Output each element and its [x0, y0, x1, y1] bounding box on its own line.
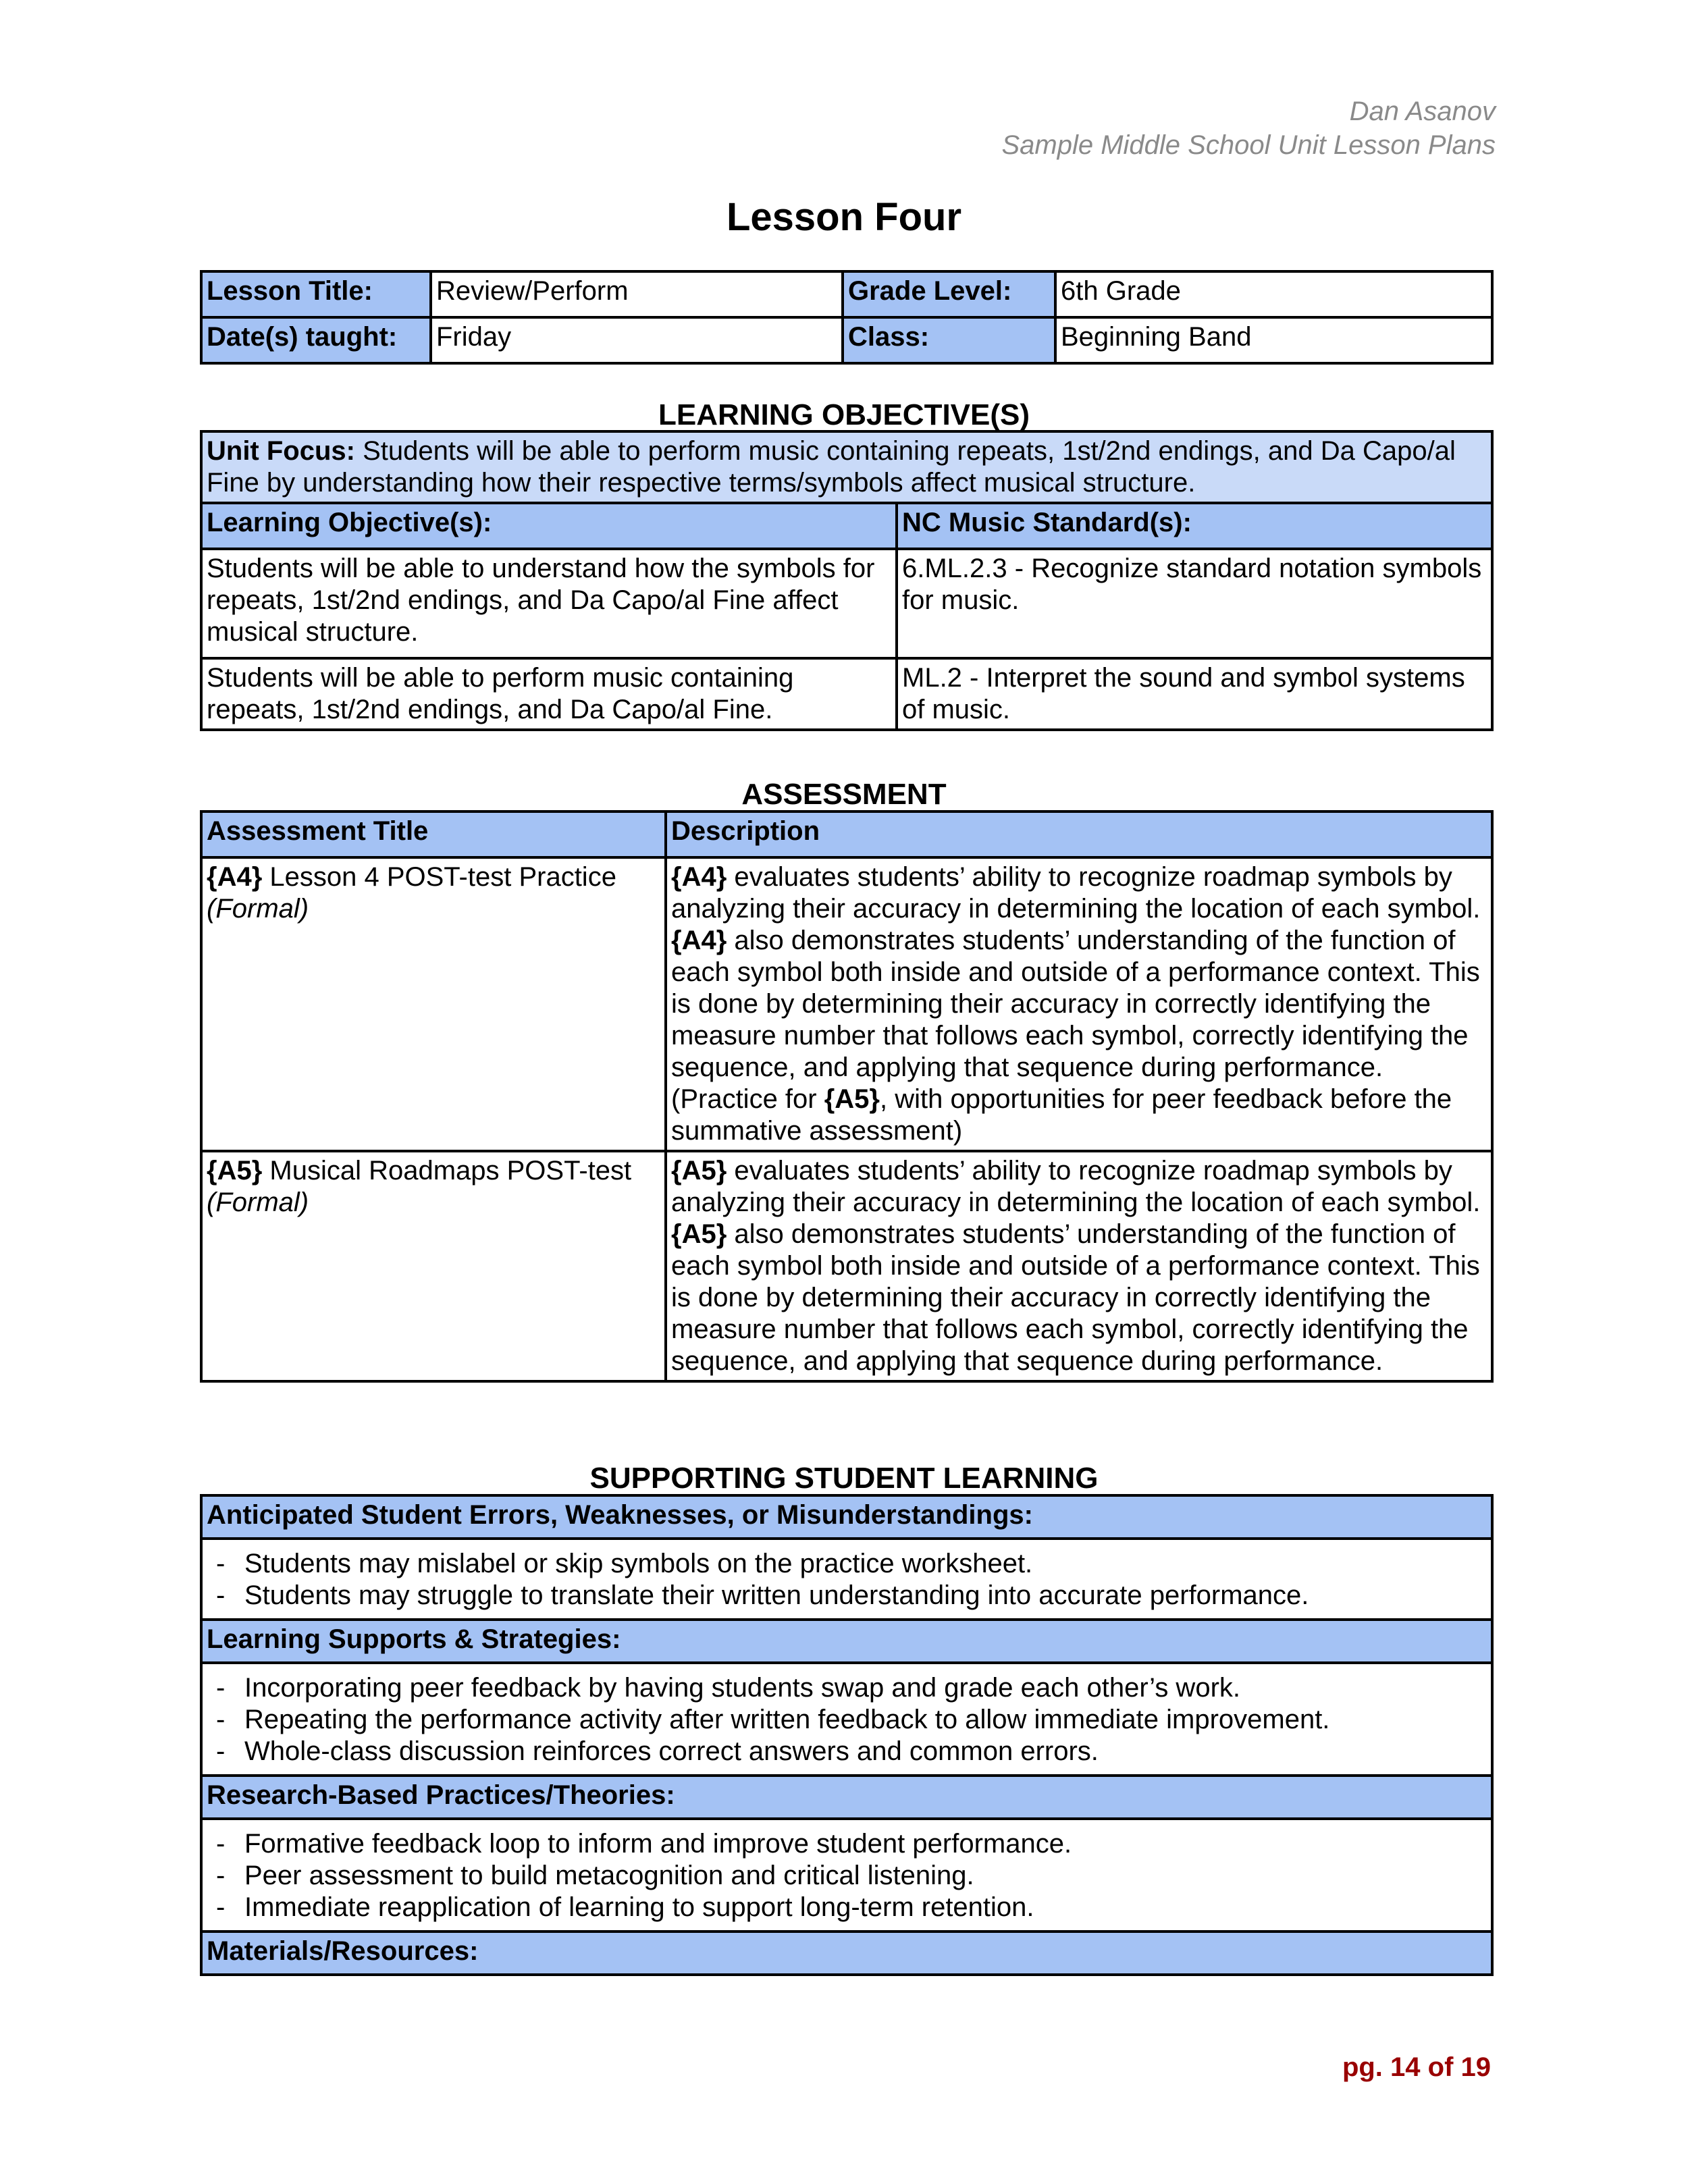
- page-number: pg. 14 of 19: [1342, 2052, 1491, 2082]
- document-subtitle: Sample Middle School Unit Lesson Plans: [1001, 130, 1496, 160]
- objective-text: Students will be able to understand how the symbols for repeats, 1st/2nd endings, and Da Capo/al Fine affect musical structure.: [201, 549, 897, 658]
- lesson-title-label: Lesson Title:: [201, 271, 431, 317]
- table-row: [201, 1151, 1492, 1381]
- bullet-dash: -: [216, 1580, 226, 1610]
- author-name: Dan Asanov: [1349, 97, 1496, 126]
- list-item: [207, 1548, 1487, 1580]
- list-item-text: Formative feedback loop to inform and improve student performance.: [244, 1829, 1072, 1859]
- table-row: [201, 658, 1492, 730]
- list-item-text: Incorporating peer feedback by having students swap and grade each other’s work.: [244, 1673, 1240, 1703]
- assessment-code: {A4}: [207, 862, 263, 892]
- bullet-dash: -: [216, 1549, 226, 1578]
- grade-level-label: Grade Level:: [843, 271, 1055, 317]
- assessment-code: {A5}: [207, 1156, 263, 1186]
- assessment-title-cell: [201, 857, 666, 1151]
- grade-level-value: 6th Grade: [1055, 271, 1492, 317]
- dates-label: Date(s) taught:: [201, 317, 431, 363]
- list-item-text: Students may struggle to translate their written understanding into accurate performance.: [244, 1580, 1309, 1610]
- bullet-dash: -: [216, 1705, 226, 1734]
- description-code: {A4}: [671, 926, 727, 955]
- list-item: [207, 1704, 1487, 1736]
- assessment-type: (Formal): [207, 1188, 309, 1217]
- description-text: evaluates students’ ability to recognize roadmap symbols by analyzing their accuracy in determining the location of each symbol.: [671, 1156, 1481, 1217]
- assessment-title: Lesson 4 POST-test Practice: [262, 862, 616, 892]
- list-item: [207, 1892, 1487, 1923]
- unit-focus: [201, 431, 1492, 503]
- assessment-table: [200, 810, 1494, 1383]
- list-item: [207, 1672, 1487, 1704]
- class-label: Class:: [843, 317, 1055, 363]
- unit-focus-label: Unit Focus:: [207, 436, 355, 466]
- assessment-title-cell: [201, 1151, 666, 1381]
- list-item-text: Whole-class discussion reinforces correct answers and common errors.: [244, 1736, 1099, 1766]
- assessment-description: [666, 857, 1492, 1151]
- standard-text: 6.ML.2.3 - Recognize standard notation symbols for music.: [897, 549, 1492, 658]
- description-text: also demonstrates students’ understanding of the function of each symbol both inside and outside of a performance context. This is done by determining their accuracy in correctly identifying the measure number that follows each symbol, correctly identifying the sequence, and applying that sequence during performance.: [671, 1219, 1480, 1376]
- assessment-title-header: Assessment Title: [201, 811, 666, 857]
- description-text: evaluates students’ ability to recognize roadmap symbols by analyzing their accuracy in determining the location of each symbol.: [671, 862, 1481, 924]
- page-title: Lesson Four: [726, 195, 962, 239]
- list-item: [207, 1736, 1487, 1767]
- strategies-header: Learning Supports & Strategies:: [201, 1620, 1492, 1663]
- standard-text: ML.2 - Interpret the sound and symbol systems of music.: [897, 658, 1492, 730]
- bullet-dash: -: [216, 1736, 226, 1766]
- strategies-list: [201, 1663, 1492, 1776]
- list-item-text: Immediate reapplication of learning to support long-term retention.: [244, 1892, 1034, 1922]
- description-header: Description: [666, 811, 1492, 857]
- page-header: [1001, 95, 1496, 162]
- research-header: Research-Based Practices/Theories:: [201, 1776, 1492, 1819]
- errors-header: Anticipated Student Errors, Weaknesses, or Misunderstandings:: [201, 1495, 1492, 1539]
- table-row: [201, 549, 1492, 658]
- materials-header: Materials/Resources:: [201, 1932, 1492, 1975]
- assessment-section-title: ASSESSMENT: [741, 778, 947, 811]
- objectives-col-header: Learning Objective(s):: [201, 503, 897, 549]
- list-item-text: Peer assessment to build metacognition and critical listening.: [244, 1861, 974, 1890]
- objective-text: Students will be able to perform music containing repeats, 1st/2nd endings, and Da Capo/al Fine.: [201, 658, 897, 730]
- unit-focus-text: Students will be able to perform music containing repeats, 1st/2nd endings, and Da Capo/al Fine by understanding how their respective terms/symbols affect musical structure.: [207, 436, 1456, 498]
- bullet-dash: -: [216, 1829, 226, 1859]
- bullet-dash: -: [216, 1673, 226, 1703]
- list-item: [207, 1580, 1487, 1612]
- support-table: [200, 1494, 1494, 1976]
- bullet-dash: -: [216, 1892, 226, 1922]
- table-row: [201, 857, 1492, 1151]
- support-section-title: SUPPORTING STUDENT LEARNING: [589, 1462, 1099, 1495]
- description-code: {A4}: [671, 862, 727, 892]
- list-item: [207, 1860, 1487, 1892]
- errors-list: [201, 1539, 1492, 1620]
- class-value: Beginning Band: [1055, 317, 1492, 363]
- lesson-title-value: Review/Perform: [431, 271, 843, 317]
- objectives-table: [200, 430, 1494, 731]
- description-text: , with opportunities for peer feedback before the summative assessment): [671, 1084, 1452, 1146]
- description-code: {A5}: [824, 1084, 880, 1114]
- assessment-description: [666, 1151, 1492, 1381]
- list-item-text: Repeating the performance activity after written feedback to allow immediate improvement.: [244, 1705, 1330, 1734]
- bullet-dash: -: [216, 1861, 226, 1890]
- research-list: [201, 1819, 1492, 1932]
- description-text: also demonstrates students’ understanding of the function of each symbol both inside and outside of a performance context. This is done by determining their accuracy in correctly identifying the measure number that follows each symbol, correctly identifying the sequence, and applying that sequence during performance. (Practice for: [671, 926, 1480, 1114]
- assessment-title: Musical Roadmaps POST-test: [262, 1156, 632, 1186]
- objectives-section-title: LEARNING OBJECTIVE(S): [658, 398, 1030, 431]
- lesson-info-table: [200, 270, 1494, 365]
- description-code: {A5}: [671, 1156, 727, 1186]
- description-code: {A5}: [671, 1219, 727, 1249]
- dates-value: Friday: [431, 317, 843, 363]
- standards-col-header: NC Music Standard(s):: [897, 503, 1492, 549]
- list-item: [207, 1828, 1487, 1860]
- list-item-text: Students may mislabel or skip symbols on the practice worksheet.: [244, 1549, 1033, 1578]
- assessment-type: (Formal): [207, 894, 309, 924]
